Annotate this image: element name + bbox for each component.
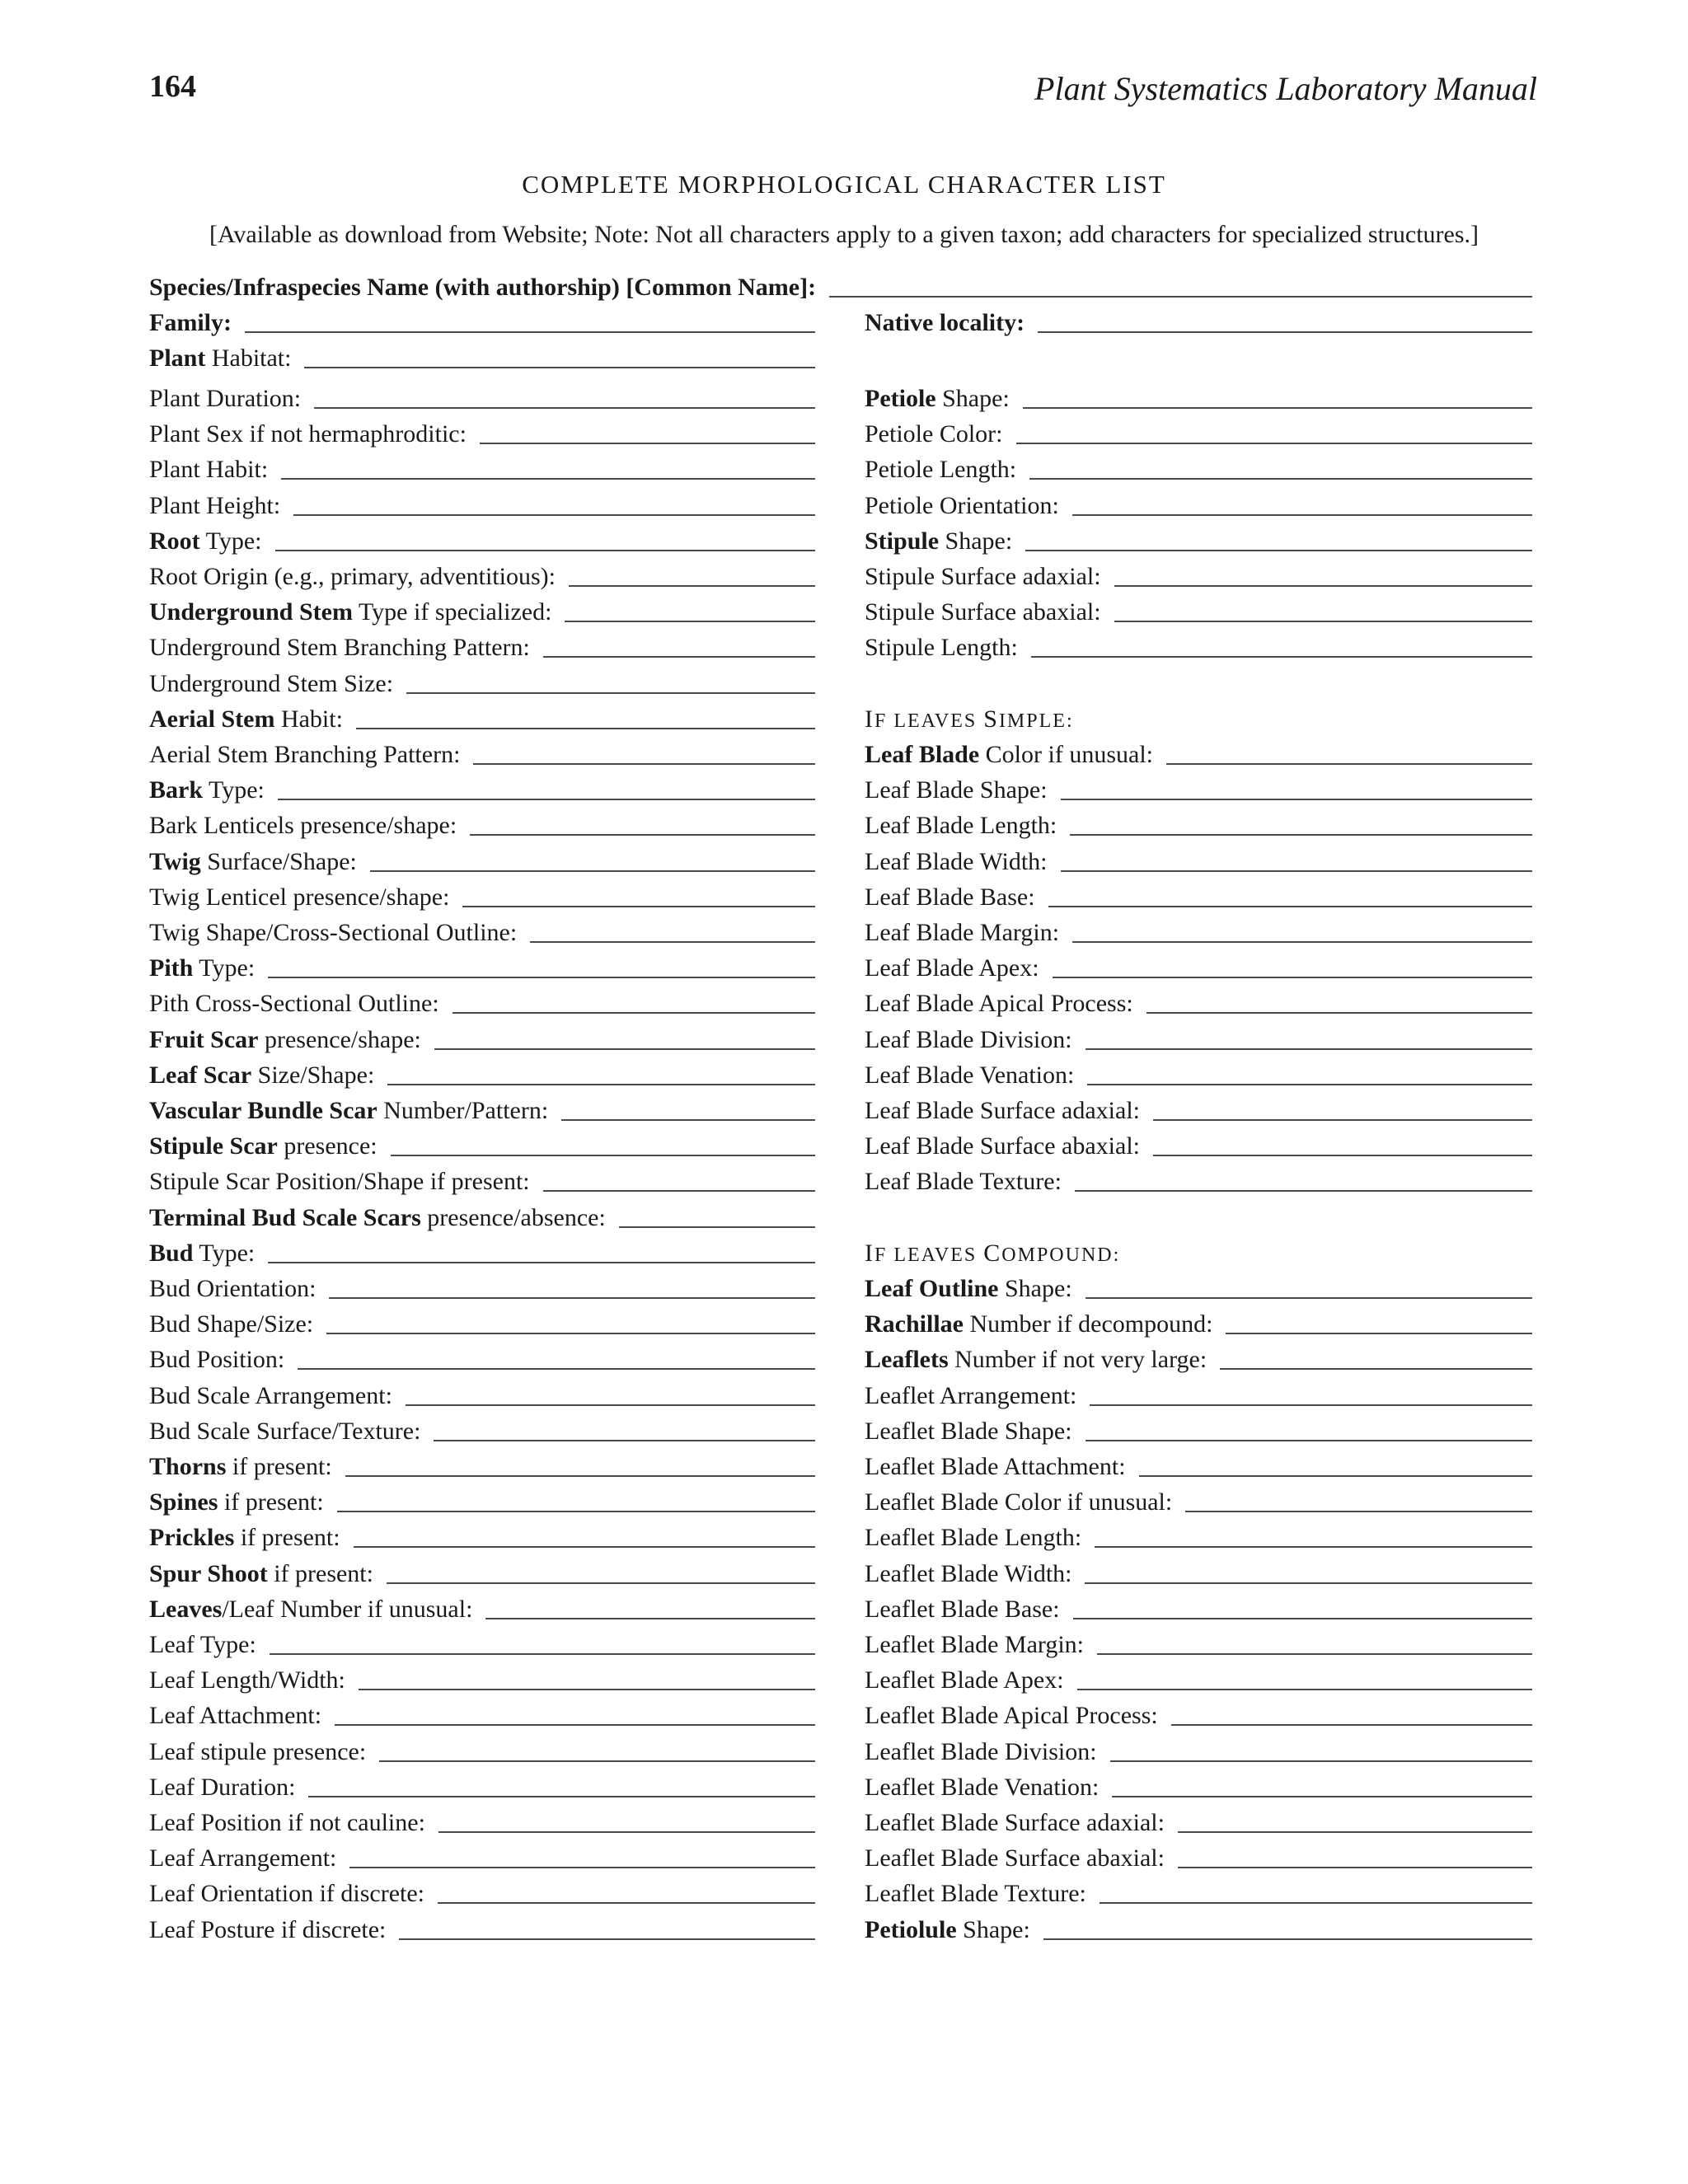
character-blank[interactable] bbox=[1087, 1084, 1532, 1085]
character-label: Bark Type: bbox=[149, 776, 265, 804]
character-blank[interactable] bbox=[1153, 1119, 1532, 1121]
character-blank[interactable] bbox=[1077, 1689, 1532, 1690]
character-blank[interactable] bbox=[1016, 443, 1533, 444]
character-blank[interactable] bbox=[1178, 1831, 1532, 1833]
character-label: Plant Duration: bbox=[149, 385, 302, 412]
character-blank[interactable] bbox=[1073, 1618, 1532, 1619]
character-field[interactable] bbox=[865, 1591, 1532, 1628]
download-note: [Available as download from Website; Note: Not all characters apply to a given taxon; add characters for specialized structures.] bbox=[209, 221, 1479, 248]
character-label: Leaflet Blade Texture: bbox=[865, 1880, 1086, 1908]
character-blank[interactable] bbox=[1166, 763, 1532, 765]
character-label: Leaves/Leaf Number if unusual: bbox=[149, 1595, 473, 1623]
character-label: Pith Cross-Sectional Outline: bbox=[149, 990, 439, 1018]
character-blank[interactable] bbox=[406, 692, 815, 694]
character-label: Leaf Blade Apex: bbox=[865, 954, 1039, 982]
character-field[interactable] bbox=[149, 701, 815, 738]
character-field[interactable] bbox=[865, 1449, 1532, 1485]
character-blank[interactable] bbox=[452, 1012, 815, 1014]
character-label: Fruit Scar presence/shape: bbox=[149, 1025, 421, 1053]
character-blank[interactable] bbox=[1090, 1404, 1532, 1406]
character-field[interactable] bbox=[149, 1805, 815, 1841]
character-blank[interactable] bbox=[1085, 1440, 1532, 1441]
character-blank[interactable] bbox=[1114, 621, 1532, 622]
character-blank[interactable] bbox=[565, 621, 815, 622]
character-field[interactable] bbox=[865, 1057, 1532, 1094]
character-field[interactable] bbox=[149, 1840, 815, 1877]
character-field[interactable] bbox=[149, 1200, 815, 1236]
character-label: Twig Lenticel presence/shape: bbox=[149, 883, 450, 911]
character-blank[interactable] bbox=[480, 443, 815, 444]
character-field[interactable] bbox=[865, 559, 1532, 595]
character-field[interactable] bbox=[865, 381, 1532, 417]
character-label: Leaf Position if not cauline: bbox=[149, 1809, 425, 1836]
plant-habitat-label: Plant Habitat: bbox=[149, 344, 292, 372]
character-field[interactable] bbox=[865, 986, 1532, 1022]
character-field[interactable] bbox=[149, 1413, 815, 1450]
character-label: Leaflet Blade Surface adaxial: bbox=[865, 1809, 1165, 1836]
character-field[interactable] bbox=[149, 630, 815, 666]
character-label: Leaflet Blade Apex: bbox=[865, 1666, 1064, 1694]
character-field[interactable] bbox=[149, 1591, 815, 1628]
character-field[interactable] bbox=[149, 1449, 815, 1485]
character-field[interactable] bbox=[865, 1912, 1532, 1948]
character-label: Root Origin (e.g., primary, adventitious): bbox=[149, 563, 556, 590]
character-field[interactable] bbox=[149, 1093, 815, 1129]
character-label: Bud Scale Surface/Texture: bbox=[149, 1417, 421, 1445]
leaves-compound-heading: IF LEAVES COMPOUND: bbox=[865, 1239, 1121, 1267]
character-label: Bark Lenticels presence/shape: bbox=[149, 812, 457, 840]
character-blank[interactable] bbox=[561, 1119, 815, 1121]
character-label: Leaflet Blade Shape: bbox=[865, 1417, 1072, 1445]
character-label: Leaflet Arrangement: bbox=[865, 1381, 1077, 1409]
character-field[interactable] bbox=[149, 452, 815, 488]
character-label: Bud Scale Arrangement: bbox=[149, 1381, 392, 1409]
character-label: Leaf Attachment: bbox=[149, 1702, 322, 1730]
character-field[interactable] bbox=[865, 1734, 1532, 1770]
character-field[interactable] bbox=[865, 1413, 1532, 1450]
character-blank[interactable] bbox=[298, 1368, 815, 1370]
character-label: Leaf Blade Color if unusual: bbox=[865, 741, 1153, 768]
character-blank[interactable] bbox=[1153, 1155, 1532, 1156]
character-field[interactable] bbox=[149, 381, 815, 417]
family-field[interactable] bbox=[149, 305, 815, 341]
character-field[interactable] bbox=[865, 1627, 1532, 1663]
character-blank[interactable] bbox=[1097, 1653, 1532, 1655]
species-name-blank[interactable] bbox=[829, 296, 1532, 298]
character-blank[interactable] bbox=[329, 1297, 815, 1299]
character-label: Leaf Outline Shape: bbox=[865, 1275, 1072, 1302]
character-field[interactable] bbox=[149, 523, 815, 560]
character-field[interactable] bbox=[865, 488, 1532, 524]
character-blank[interactable] bbox=[470, 834, 815, 836]
character-label: Leaflet Blade Color if unusual: bbox=[865, 1488, 1173, 1516]
character-field[interactable] bbox=[865, 1271, 1532, 1307]
character-label: Leaf Posture if discrete: bbox=[149, 1915, 387, 1943]
character-blank[interactable] bbox=[379, 1760, 815, 1762]
character-blank[interactable] bbox=[1220, 1368, 1532, 1370]
character-field[interactable] bbox=[865, 416, 1532, 452]
character-field[interactable] bbox=[865, 1769, 1532, 1806]
character-blank[interactable] bbox=[335, 1724, 815, 1726]
character-field[interactable] bbox=[149, 559, 815, 595]
character-field[interactable] bbox=[865, 1805, 1532, 1841]
character-field[interactable] bbox=[149, 1342, 815, 1378]
character-blank[interactable] bbox=[543, 656, 815, 658]
character-field[interactable] bbox=[865, 1484, 1532, 1521]
plant-habitat-blank[interactable] bbox=[304, 367, 815, 368]
character-blank[interactable] bbox=[1070, 834, 1532, 836]
character-blank[interactable] bbox=[1100, 1902, 1532, 1904]
character-blank[interactable] bbox=[268, 977, 815, 978]
character-field[interactable] bbox=[149, 1235, 815, 1272]
character-blank[interactable] bbox=[349, 1867, 815, 1868]
character-blank[interactable] bbox=[359, 1689, 815, 1690]
character-field[interactable] bbox=[149, 950, 815, 987]
character-blank[interactable] bbox=[293, 514, 815, 516]
character-label: Leaf stipule presence: bbox=[149, 1737, 367, 1765]
character-blank[interactable] bbox=[337, 1511, 815, 1512]
character-field[interactable] bbox=[149, 737, 815, 773]
character-field[interactable] bbox=[865, 523, 1532, 560]
character-blank[interactable] bbox=[1085, 1297, 1532, 1299]
character-field[interactable] bbox=[149, 808, 815, 844]
character-label: Leaf Blade Shape: bbox=[865, 776, 1048, 804]
character-blank[interactable] bbox=[354, 1546, 815, 1548]
character-blank[interactable] bbox=[1110, 1760, 1532, 1762]
character-field[interactable] bbox=[865, 1093, 1532, 1129]
running-head: Plant Systematics Laboratory Manual bbox=[1034, 70, 1537, 107]
character-blank[interactable] bbox=[438, 1831, 815, 1833]
character-label: Stipule Scar Position/Shape if present: bbox=[149, 1168, 530, 1196]
character-field[interactable] bbox=[865, 1378, 1532, 1414]
character-field[interactable] bbox=[149, 772, 815, 808]
character-blank[interactable] bbox=[1029, 478, 1532, 480]
page-number: 164 bbox=[149, 69, 196, 104]
character-label: Spines if present: bbox=[149, 1488, 324, 1516]
character-label: Leaflet Blade Division: bbox=[865, 1737, 1097, 1765]
character-field[interactable] bbox=[149, 1876, 815, 1912]
leaves-simple-heading: IF LEAVES SIMPLE: bbox=[865, 705, 1074, 733]
character-label: Bud Position: bbox=[149, 1346, 285, 1374]
character-field[interactable] bbox=[865, 1342, 1532, 1378]
character-blank[interactable] bbox=[1075, 1190, 1532, 1192]
character-label: Twig Shape/Cross-Sectional Outline: bbox=[149, 919, 518, 946]
character-blank[interactable] bbox=[543, 1190, 815, 1192]
plant-habitat-field[interactable] bbox=[149, 340, 815, 377]
character-label: Stipule Scar presence: bbox=[149, 1132, 377, 1160]
species-name-field[interactable] bbox=[149, 269, 1532, 306]
character-label: Plant Height: bbox=[149, 491, 281, 519]
character-label: Leaf Blade Margin: bbox=[865, 919, 1060, 946]
native-locality-label: Native locality: bbox=[865, 309, 1025, 336]
character-field[interactable] bbox=[865, 630, 1532, 666]
character-label: Twig Surface/Shape: bbox=[149, 847, 357, 875]
character-blank[interactable] bbox=[275, 550, 816, 551]
character-blank[interactable] bbox=[281, 478, 815, 480]
character-label: Leaf Orientation if discrete: bbox=[149, 1880, 425, 1908]
character-label: Spur Shoot if present: bbox=[149, 1559, 373, 1587]
character-label: Bud Shape/Size: bbox=[149, 1310, 314, 1338]
character-field[interactable] bbox=[149, 1556, 815, 1592]
character-blank[interactable] bbox=[473, 763, 815, 765]
character-field[interactable] bbox=[865, 844, 1532, 880]
character-label: Pith Type: bbox=[149, 954, 256, 982]
character-field[interactable] bbox=[149, 879, 815, 916]
character-field[interactable] bbox=[149, 1627, 815, 1663]
character-label: Leaflet Blade Width: bbox=[865, 1559, 1072, 1587]
character-field[interactable] bbox=[149, 915, 815, 951]
character-label: Leaf Scar Size/Shape: bbox=[149, 1061, 375, 1089]
character-blank[interactable] bbox=[1185, 1511, 1532, 1512]
character-field[interactable] bbox=[149, 1022, 815, 1058]
character-label: Petiole Length: bbox=[865, 456, 1017, 484]
character-field[interactable] bbox=[865, 1662, 1532, 1699]
character-blank[interactable] bbox=[391, 1155, 815, 1156]
character-field[interactable] bbox=[865, 1698, 1532, 1734]
family-blank[interactable] bbox=[245, 331, 815, 333]
character-field[interactable] bbox=[149, 1057, 815, 1094]
character-blank[interactable] bbox=[387, 1582, 815, 1584]
character-label: Petiole Color: bbox=[865, 420, 1003, 448]
character-label: Leaflets Number if not very large: bbox=[865, 1346, 1207, 1374]
character-label: Vascular Bundle Scar Number/Pattern: bbox=[149, 1097, 549, 1124]
character-blank[interactable] bbox=[1061, 799, 1532, 800]
character-label: Leaf Blade Division: bbox=[865, 1025, 1072, 1053]
character-blank[interactable] bbox=[1072, 941, 1532, 943]
character-label: Leaflet Blade Surface abaxial: bbox=[865, 1844, 1165, 1872]
character-blank[interactable] bbox=[1085, 1582, 1532, 1584]
character-label: Leaf Type: bbox=[149, 1631, 256, 1658]
character-label: Stipule Shape: bbox=[865, 527, 1013, 555]
character-field[interactable] bbox=[149, 1164, 815, 1200]
character-field[interactable] bbox=[865, 594, 1532, 630]
character-blank[interactable] bbox=[370, 870, 815, 872]
character-field[interactable] bbox=[149, 488, 815, 524]
character-blank[interactable] bbox=[1095, 1546, 1532, 1548]
character-field[interactable] bbox=[149, 1734, 815, 1770]
character-blank[interactable] bbox=[268, 1262, 815, 1263]
character-blank[interactable] bbox=[326, 1333, 815, 1334]
character-label: Aerial Stem Branching Pattern: bbox=[149, 741, 461, 768]
character-blank[interactable] bbox=[462, 906, 815, 907]
character-label: Leaf Length/Width: bbox=[149, 1666, 345, 1694]
character-field[interactable] bbox=[149, 1912, 815, 1948]
character-field[interactable] bbox=[865, 1876, 1532, 1912]
character-label: Rachillae Number if decompound: bbox=[865, 1310, 1213, 1338]
character-field[interactable] bbox=[865, 1520, 1532, 1556]
character-label: Thorns if present: bbox=[149, 1453, 332, 1480]
character-label: Underground Stem Type if specialized: bbox=[149, 598, 552, 626]
character-field[interactable] bbox=[149, 844, 815, 880]
character-label: Leaf Blade Venation: bbox=[865, 1061, 1075, 1089]
character-blank[interactable] bbox=[1048, 906, 1532, 907]
native-locality-blank[interactable] bbox=[1038, 331, 1532, 333]
character-field[interactable] bbox=[149, 1662, 815, 1699]
character-label: Leaf Blade Length: bbox=[865, 812, 1057, 840]
character-blank[interactable] bbox=[1226, 1333, 1532, 1334]
character-field[interactable] bbox=[865, 879, 1532, 916]
page-title: COMPLETE MORPHOLOGICAL CHARACTER LIST bbox=[522, 170, 1166, 199]
character-blank[interactable] bbox=[1031, 656, 1532, 658]
character-label: Petiole Shape: bbox=[865, 385, 1010, 412]
character-label: Leaflet Blade Base: bbox=[865, 1595, 1060, 1623]
character-label: Leaf Blade Surface adaxial: bbox=[865, 1097, 1140, 1124]
character-field[interactable] bbox=[865, 1306, 1532, 1343]
character-label: Prickles if present: bbox=[149, 1524, 340, 1552]
character-blank[interactable] bbox=[270, 1653, 815, 1655]
character-blank[interactable] bbox=[569, 585, 815, 587]
character-label: Aerial Stem Habit: bbox=[149, 705, 343, 733]
character-blank[interactable] bbox=[1072, 514, 1532, 516]
character-blank[interactable] bbox=[1178, 1867, 1532, 1868]
character-label: Bud Type: bbox=[149, 1239, 256, 1267]
character-label: Petiolule Shape: bbox=[865, 1915, 1030, 1943]
character-field[interactable] bbox=[865, 772, 1532, 808]
character-blank[interactable] bbox=[356, 728, 815, 729]
character-label: Leaf Blade Base: bbox=[865, 883, 1035, 911]
character-label: Stipule Surface abaxial: bbox=[865, 598, 1101, 626]
character-field[interactable] bbox=[865, 808, 1532, 844]
character-blank[interactable] bbox=[1025, 550, 1532, 551]
character-blank[interactable] bbox=[1114, 585, 1532, 587]
character-label: Stipule Surface adaxial: bbox=[865, 563, 1101, 590]
character-label: Leaflet Blade Venation: bbox=[865, 1773, 1100, 1801]
character-blank[interactable] bbox=[1085, 1048, 1532, 1050]
character-label: Leaf Blade Texture: bbox=[865, 1168, 1062, 1196]
species-name-label: Species/Infraspecies Name (with authorship) [Common Name]: bbox=[149, 274, 817, 301]
character-blank[interactable] bbox=[1171, 1724, 1532, 1726]
character-blank[interactable] bbox=[314, 407, 815, 409]
character-blank[interactable] bbox=[1139, 1475, 1532, 1477]
character-blank[interactable] bbox=[530, 941, 815, 943]
character-field[interactable] bbox=[865, 1022, 1532, 1058]
character-field[interactable] bbox=[149, 986, 815, 1022]
character-label: Leaf Blade Width: bbox=[865, 847, 1048, 875]
character-field[interactable] bbox=[865, 1164, 1532, 1200]
character-blank[interactable] bbox=[1061, 870, 1533, 872]
character-field[interactable] bbox=[149, 1520, 815, 1556]
character-field[interactable] bbox=[149, 416, 815, 452]
character-blank[interactable] bbox=[619, 1226, 815, 1228]
character-field[interactable] bbox=[865, 915, 1532, 951]
character-field[interactable] bbox=[149, 1128, 815, 1165]
character-blank[interactable] bbox=[1146, 1012, 1532, 1014]
character-label: Leaf Blade Apical Process: bbox=[865, 990, 1133, 1018]
character-blank[interactable] bbox=[406, 1404, 815, 1406]
character-blank[interactable] bbox=[485, 1618, 815, 1619]
character-field[interactable] bbox=[149, 666, 815, 702]
character-label: Plant Habit: bbox=[149, 456, 269, 484]
character-label: Leaflet Blade Attachment: bbox=[865, 1453, 1126, 1480]
character-blank[interactable] bbox=[1043, 1938, 1532, 1940]
character-label: Root Type: bbox=[149, 527, 262, 555]
character-blank[interactable] bbox=[434, 1048, 815, 1050]
native-locality-field[interactable] bbox=[865, 305, 1532, 341]
character-blank[interactable] bbox=[399, 1938, 815, 1940]
character-field[interactable] bbox=[865, 950, 1532, 987]
character-field[interactable] bbox=[149, 1378, 815, 1414]
character-label: Leaf Arrangement: bbox=[149, 1844, 337, 1872]
character-blank[interactable] bbox=[1053, 977, 1532, 978]
character-blank[interactable] bbox=[1112, 1796, 1532, 1797]
character-label: Underground Stem Branching Pattern: bbox=[149, 634, 530, 662]
character-label: Underground Stem Size: bbox=[149, 669, 394, 697]
character-field[interactable] bbox=[149, 1484, 815, 1521]
character-label: Bud Orientation: bbox=[149, 1275, 316, 1302]
character-label: Petiole Orientation: bbox=[865, 491, 1059, 519]
character-field[interactable] bbox=[865, 737, 1532, 773]
character-label: Leaflet Blade Apical Process: bbox=[865, 1702, 1158, 1730]
character-field[interactable] bbox=[149, 1698, 815, 1734]
character-label: Leaflet Blade Margin: bbox=[865, 1631, 1085, 1658]
character-label: Plant Sex if not hermaphroditic: bbox=[149, 420, 467, 448]
character-blank[interactable] bbox=[278, 799, 815, 800]
character-field[interactable] bbox=[149, 1769, 815, 1806]
character-field[interactable] bbox=[149, 1271, 815, 1307]
character-label: Leaf Duration: bbox=[149, 1773, 296, 1801]
character-field[interactable] bbox=[865, 1128, 1532, 1165]
character-label: Stipule Length: bbox=[865, 634, 1018, 662]
character-label: Leaflet Blade Length: bbox=[865, 1524, 1082, 1552]
character-field[interactable] bbox=[865, 1556, 1532, 1592]
character-blank[interactable] bbox=[308, 1796, 815, 1797]
character-blank[interactable] bbox=[438, 1902, 815, 1904]
character-field[interactable] bbox=[149, 594, 815, 630]
character-blank[interactable] bbox=[345, 1475, 815, 1477]
character-field[interactable] bbox=[149, 1306, 815, 1343]
family-label: Family: bbox=[149, 309, 232, 336]
character-label: Terminal Bud Scale Scars presence/absence: bbox=[149, 1203, 606, 1231]
character-blank[interactable] bbox=[434, 1440, 815, 1441]
character-label: Leaf Blade Surface abaxial: bbox=[865, 1132, 1140, 1160]
character-field[interactable] bbox=[865, 1840, 1532, 1877]
character-blank[interactable] bbox=[387, 1084, 815, 1085]
character-blank[interactable] bbox=[1023, 407, 1532, 409]
character-field[interactable] bbox=[865, 452, 1532, 488]
